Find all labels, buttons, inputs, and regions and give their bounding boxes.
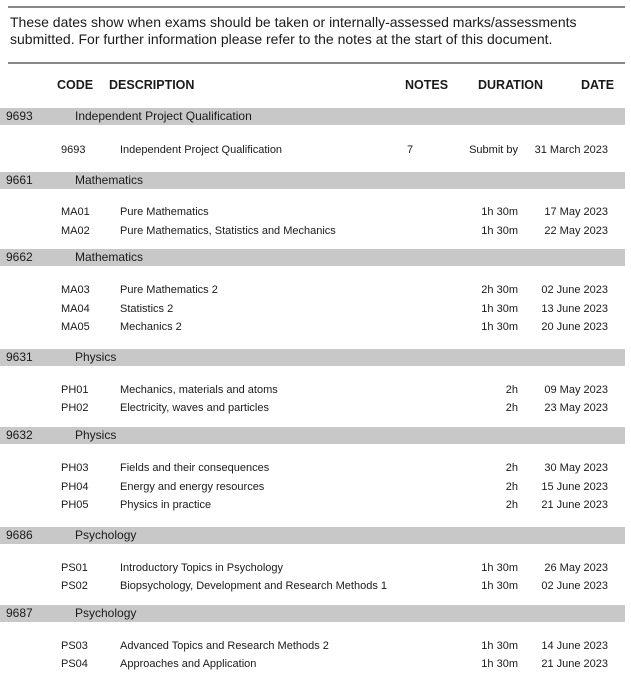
header-code: CODE bbox=[57, 78, 94, 92]
row-duration: Submit by bbox=[469, 144, 518, 156]
row-date: 02 June 2023 bbox=[541, 580, 608, 592]
row-code: PH05 bbox=[61, 499, 89, 511]
group-title: Independent Project Qualification bbox=[75, 109, 252, 123]
row-date: 02 June 2023 bbox=[541, 284, 608, 296]
group-code: 9632 bbox=[6, 428, 33, 442]
group-code: 9662 bbox=[6, 250, 33, 264]
header-rule bbox=[8, 62, 625, 64]
table-row bbox=[0, 497, 625, 514]
group-code: 9661 bbox=[6, 173, 33, 187]
row-code: MA01 bbox=[61, 206, 90, 218]
row-code: PH02 bbox=[61, 402, 89, 414]
row-description: Advanced Topics and Research Methods 2 bbox=[120, 640, 329, 652]
row-date: 31 March 2023 bbox=[534, 144, 608, 156]
row-description: Mechanics, materials and atoms bbox=[120, 384, 278, 396]
row-code: PH01 bbox=[61, 384, 89, 396]
table-row bbox=[0, 460, 625, 477]
row-duration: 2h bbox=[505, 384, 518, 396]
group-code: 9693 bbox=[6, 109, 33, 123]
row-duration: 2h bbox=[505, 499, 518, 511]
table-row bbox=[0, 204, 625, 221]
row-date: 30 May 2023 bbox=[544, 462, 608, 474]
header-duration: DURATION bbox=[478, 78, 544, 92]
table-row bbox=[0, 223, 625, 240]
row-date: 22 May 2023 bbox=[544, 225, 608, 237]
row-description: Pure Mathematics bbox=[120, 206, 209, 218]
row-date: 17 May 2023 bbox=[544, 206, 608, 218]
row-code: MA02 bbox=[61, 225, 90, 237]
group-band bbox=[0, 605, 625, 622]
table-row bbox=[0, 319, 625, 336]
row-description: Electricity, waves and particles bbox=[120, 402, 269, 414]
row-duration: 1h 30m bbox=[481, 321, 518, 333]
table-row bbox=[0, 282, 625, 299]
group-title: Mathematics bbox=[75, 173, 144, 187]
row-duration: 1h 30m bbox=[481, 658, 518, 670]
group-band bbox=[0, 108, 625, 125]
row-description: Independent Project Qualification bbox=[120, 144, 283, 156]
group-title: Physics bbox=[75, 428, 117, 442]
row-code: PS02 bbox=[61, 580, 88, 592]
row-duration: 1h 30m bbox=[481, 562, 518, 574]
row-date: 21 June 2023 bbox=[541, 499, 608, 511]
row-code: 9693 bbox=[61, 144, 86, 156]
table-row bbox=[0, 382, 625, 399]
row-description: Mechanics 2 bbox=[120, 321, 182, 333]
row-date: 23 May 2023 bbox=[544, 402, 608, 414]
row-description: Approaches and Application bbox=[120, 658, 257, 670]
table-row bbox=[0, 560, 625, 577]
row-duration: 1h 30m bbox=[481, 206, 518, 218]
group-band bbox=[0, 249, 625, 266]
row-description: Biopsychology, Development and Research Methods 1 bbox=[120, 580, 388, 592]
row-duration: 1h 30m bbox=[481, 580, 518, 592]
group-band bbox=[0, 172, 625, 189]
row-date: 26 May 2023 bbox=[544, 562, 608, 574]
table-row bbox=[0, 479, 625, 496]
group-title: Physics bbox=[75, 350, 117, 364]
row-date: 21 June 2023 bbox=[541, 658, 608, 670]
group-band bbox=[0, 349, 625, 366]
row-code: PS04 bbox=[61, 658, 88, 670]
group-band bbox=[0, 427, 625, 444]
group-title: Mathematics bbox=[75, 250, 144, 264]
row-duration: 2h bbox=[505, 402, 518, 414]
group-title: Psychology bbox=[75, 606, 137, 620]
row-date: 13 June 2023 bbox=[541, 303, 608, 315]
group-code: 9686 bbox=[6, 528, 33, 542]
table-row bbox=[0, 638, 625, 655]
row-date: 15 June 2023 bbox=[541, 481, 608, 493]
table-row bbox=[0, 656, 625, 673]
row-code: MA05 bbox=[61, 321, 90, 333]
row-description: Pure Mathematics 2 bbox=[120, 284, 218, 296]
row-description: Statistics 2 bbox=[120, 303, 174, 315]
group-title: Psychology bbox=[75, 528, 137, 542]
row-duration: 2h bbox=[505, 481, 518, 493]
row-duration: 2h 30m bbox=[481, 284, 518, 296]
row-duration: 1h 30m bbox=[481, 640, 518, 652]
row-notes: 7 bbox=[407, 144, 414, 156]
row-code: PS03 bbox=[61, 640, 88, 652]
group-code: 9631 bbox=[6, 350, 33, 364]
table-row bbox=[0, 301, 625, 318]
row-description: Physics in practice bbox=[120, 499, 212, 511]
row-code: MA03 bbox=[61, 284, 90, 296]
row-date: 09 May 2023 bbox=[544, 384, 608, 396]
table-row bbox=[0, 578, 625, 595]
row-description: Energy and energy resources bbox=[120, 481, 265, 493]
row-code: PH04 bbox=[61, 481, 89, 493]
group-band bbox=[0, 527, 625, 544]
header-date: DATE bbox=[581, 78, 615, 92]
row-code: PH03 bbox=[61, 462, 89, 474]
table-row bbox=[0, 142, 625, 159]
group-code: 9687 bbox=[6, 606, 33, 620]
row-description: Pure Mathematics, Statistics and Mechanics bbox=[120, 225, 336, 237]
row-date: 14 June 2023 bbox=[541, 640, 608, 652]
row-duration: 1h 30m bbox=[481, 303, 518, 315]
table-row bbox=[0, 400, 625, 417]
row-duration: 2h bbox=[505, 462, 518, 474]
row-date: 20 June 2023 bbox=[541, 321, 608, 333]
header-description: DESCRIPTION bbox=[109, 78, 195, 92]
row-duration: 1h 30m bbox=[481, 225, 518, 237]
row-code: PS01 bbox=[61, 562, 88, 574]
top-rule bbox=[8, 6, 625, 8]
row-code: MA04 bbox=[61, 303, 90, 315]
intro-text: These dates show when exams should be taken or internally-assessed marks/assessments submitted. For further information please refer to the notes at the start of this document. bbox=[10, 14, 577, 47]
header-notes: NOTES bbox=[405, 78, 449, 92]
row-description: Introductory Topics in Psychology bbox=[120, 562, 284, 574]
row-description: Fields and their consequences bbox=[120, 462, 270, 474]
